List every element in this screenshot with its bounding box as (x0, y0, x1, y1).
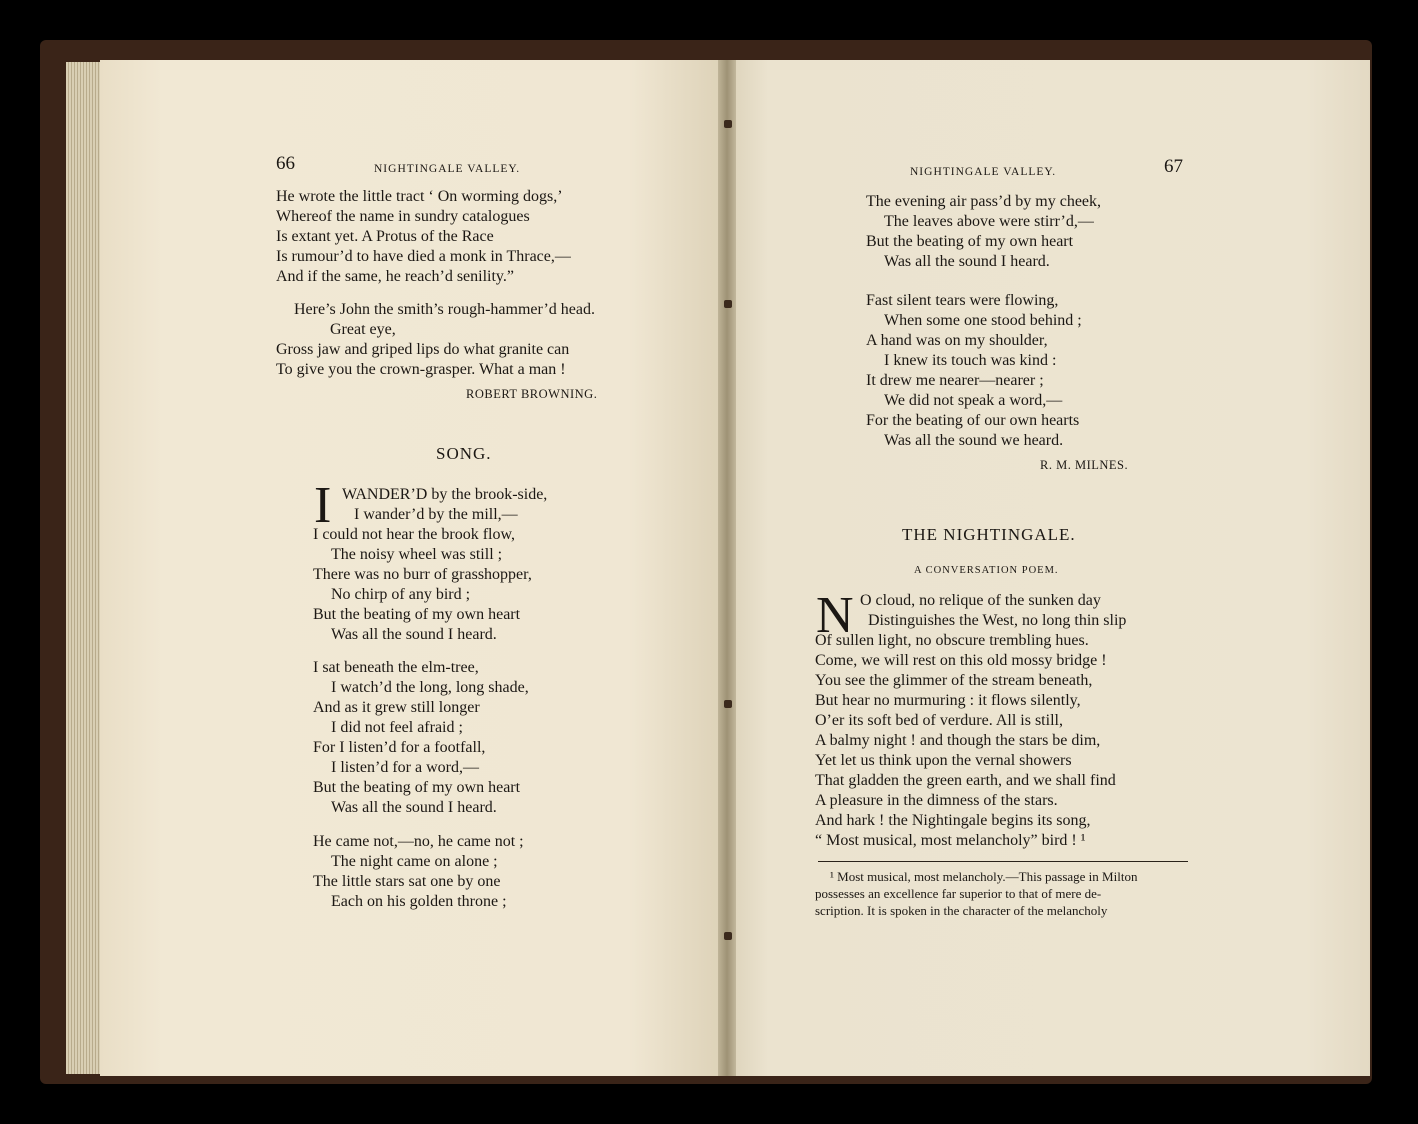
verse-line: But the beating of my own heart (313, 606, 521, 623)
verse-line: We did not speak a word,— (884, 392, 1063, 409)
verse-line: He wrote the little tract ‘ On worming dogs,’ (276, 188, 563, 205)
attribution: ROBERT BROWNING. (466, 387, 598, 401)
verse-line: “ Most musical, most melancholy” bird ! ¹ (815, 832, 1086, 849)
verse-line: Distinguishes the West, no long thin slip (868, 612, 1127, 629)
verse-line: Is extant yet. A Protus of the Race (276, 228, 494, 245)
verse-line: I sat beneath the elm-tree, (313, 659, 479, 676)
running-head-right: NIGHTINGALE VALLEY. (910, 166, 1057, 178)
poem-subtitle: A CONVERSATION POEM. (914, 565, 1059, 576)
verse-line: I watch’d the long, long shade, (331, 679, 529, 696)
verse-line: A pleasure in the dimness of the stars. (815, 792, 1058, 809)
binding-stitch (724, 700, 732, 708)
verse-line: Was all the sound I heard. (331, 799, 497, 816)
verse-line: That gladden the green earth, and we shall find (815, 772, 1116, 789)
verse-line: And if the same, he reach’d senility.” (276, 268, 514, 285)
binding-stitch (724, 932, 732, 940)
verse-line: A hand was on my shoulder, (866, 332, 1048, 349)
verse-line: I did not feel afraid ; (331, 719, 463, 736)
verse-line: WANDER’D by the brook-side, (342, 486, 548, 503)
poem-title: THE NIGHTINGALE. (902, 525, 1076, 544)
page-number-right: 67 (1164, 156, 1183, 177)
verse-line: Come, we will rest on this old mossy bridge ! (815, 652, 1107, 669)
verse-line: Each on his golden throne ; (331, 893, 507, 910)
verse-line: No chirp of any bird ; (331, 586, 471, 603)
verse-line: Was all the sound we heard. (884, 432, 1064, 449)
drop-cap: N (816, 587, 854, 644)
attribution: R. M. MILNES. (1040, 458, 1129, 472)
binding-stitch (724, 300, 732, 308)
verse-line: But the beating of my own heart (866, 233, 1074, 250)
verse-line: Is rumour’d to have died a monk in Thrace,— (276, 248, 571, 265)
verse-line: I knew its touch was kind : (884, 352, 1057, 369)
verse-line: And hark ! the Nightingale begins its song, (815, 812, 1091, 829)
verse-line: Fast silent tears were flowing, (866, 292, 1059, 309)
page-number-left: 66 (276, 153, 295, 174)
verse-line: But the beating of my own heart (313, 779, 521, 796)
verse-line: For I listen’d for a footfall, (313, 739, 486, 756)
verse-line: The night came on alone ; (331, 853, 498, 870)
verse-line: Gross jaw and griped lips do what granite can (276, 341, 570, 358)
verse-line: Here’s John the smith’s rough-hammer’d head. (294, 301, 595, 318)
verse-line: Great eye, (330, 321, 396, 338)
footnote-rule (818, 861, 1188, 862)
running-head-left: NIGHTINGALE VALLEY. (374, 163, 521, 175)
verse-line: O’er its soft bed of verdure. All is still, (815, 712, 1063, 729)
footnote-line: scription. It is spoken in the character of the melancholy (815, 903, 1108, 918)
verse-line: It drew me nearer—nearer ; (866, 372, 1044, 389)
binding-stitch (724, 120, 732, 128)
verse-line: Yet let us think upon the vernal showers (815, 752, 1072, 769)
verse-line: To give you the crown-grasper. What a man ! (276, 361, 566, 378)
verse-line: The little stars sat one by one (313, 873, 501, 890)
verse-line: A balmy night ! and though the stars be dim, (815, 732, 1101, 749)
drop-cap: I (314, 477, 332, 534)
verse-line: And as it grew still longer (313, 699, 480, 716)
footnote-line: ¹ Most musical, most melancholy.—This passage in Milton (830, 869, 1138, 884)
verse-line: Whereof the name in sundry catalogues (276, 208, 530, 225)
verse-line: When some one stood behind ; (884, 312, 1082, 329)
verse-line: Was all the sound I heard. (331, 626, 497, 643)
verse-line: I wander’d by the mill,— (354, 506, 518, 523)
verse-line: I listen’d for a word,— (331, 759, 479, 776)
verse-line: You see the glimmer of the stream beneath, (815, 672, 1093, 689)
verse-line: For the beating of our own hearts (866, 412, 1080, 429)
verse-line: He came not,—no, he came not ; (313, 833, 524, 850)
song-title: SONG. (436, 444, 492, 463)
verse-line: The noisy wheel was still ; (331, 546, 503, 563)
verse-line: Of sullen light, no obscure trembling hues. (815, 632, 1089, 649)
verse-line: The evening air pass’d by my cheek, (866, 193, 1102, 210)
verse-line: There was no burr of grasshopper, (313, 566, 532, 583)
verse-line: Was all the sound I heard. (884, 253, 1050, 270)
footnote-line: possesses an excellence far superior to that of mere de- (815, 886, 1102, 901)
book-gutter (718, 60, 736, 1076)
verse-line: The leaves above were stirr’d,— (884, 213, 1094, 230)
verse-line: I could not hear the brook flow, (313, 526, 516, 543)
verse-line: O cloud, no relique of the sunken day (860, 592, 1101, 609)
verse-line: But hear no murmuring : it flows silently, (815, 692, 1081, 709)
